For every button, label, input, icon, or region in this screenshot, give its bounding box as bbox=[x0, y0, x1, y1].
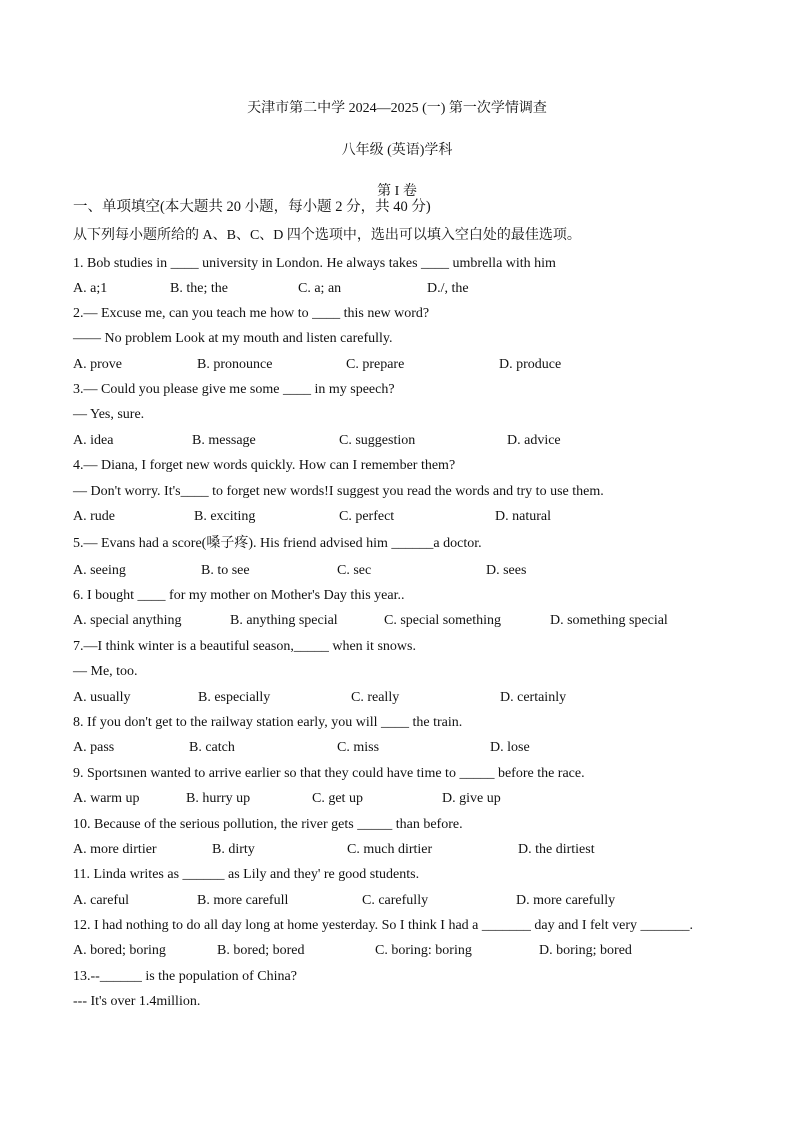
option-c: C. a; an bbox=[298, 281, 342, 296]
question-stem: 11. Linda writes as ______ as Lily and they' re good students. bbox=[73, 867, 420, 882]
question-stem: 1. Bob studies in ____ university in London. He always takes ____ umbrella with him bbox=[73, 256, 556, 271]
option-a: A. special anything bbox=[73, 613, 182, 628]
option-d: D. certainly bbox=[500, 690, 567, 705]
option-a: A. pass bbox=[73, 740, 115, 755]
option-b: B. anything special bbox=[230, 613, 338, 628]
option-d: D. sees bbox=[486, 563, 527, 578]
option-d: D. give up bbox=[442, 791, 501, 806]
option-d: D. produce bbox=[499, 357, 562, 372]
option-c: C. really bbox=[351, 690, 400, 705]
option-c: C. suggestion bbox=[339, 433, 416, 448]
question-stem: 13.--______ is the population of China? bbox=[73, 969, 297, 984]
option-c: C. much dirtier bbox=[347, 842, 433, 857]
option-c: C. sec bbox=[337, 563, 372, 578]
option-a: A. careful bbox=[73, 893, 129, 908]
option-c: C. perfect bbox=[339, 509, 395, 524]
option-b: B. message bbox=[192, 433, 256, 448]
question-stem: 10. Because of the serious pollution, the river gets _____ than before. bbox=[73, 817, 463, 832]
option-a: A. warm up bbox=[73, 791, 140, 806]
option-c: C. carefully bbox=[362, 893, 429, 908]
option-b: B. dirty bbox=[212, 842, 255, 857]
option-c: C. get up bbox=[312, 791, 363, 806]
option-a: A. prove bbox=[73, 357, 122, 372]
option-b: B. catch bbox=[189, 740, 235, 755]
question-reply: — Me, too. bbox=[73, 664, 138, 679]
option-d: D. boring; bored bbox=[539, 943, 632, 958]
option-d: D. advice bbox=[507, 433, 561, 448]
question-reply: —— No problem Look at my mouth and listen carefully. bbox=[73, 331, 393, 346]
exam-title: 天津市第二中学 2024—2025 (一) 第一次学情调查 bbox=[247, 101, 547, 116]
option-d: D. lose bbox=[490, 740, 530, 755]
section-heading: 一、单项填空(本大题共 20 小题，每小题 2 分，共 40 分) bbox=[73, 199, 431, 215]
question-stem: 2.— Excuse me, can you teach me how to ____ this new word? bbox=[73, 306, 430, 321]
question-stem: 12. I had nothing to do all day long at home yesterday. So I think I had a _______ day and I felt very _______. bbox=[73, 918, 694, 933]
option-a: A. a;1 bbox=[73, 281, 108, 296]
option-b: B. especially bbox=[198, 690, 271, 705]
question-reply: --- It's over 1.4million. bbox=[73, 994, 201, 1009]
option-a: A. more dirtier bbox=[73, 842, 157, 857]
option-b: B. the; the bbox=[170, 281, 228, 296]
option-a: A. idea bbox=[73, 433, 114, 448]
option-d: D. something special bbox=[550, 613, 668, 628]
option-a: A. usually bbox=[73, 690, 131, 705]
volume-label: 第 I 卷 bbox=[377, 184, 417, 199]
option-c: C. prepare bbox=[346, 357, 405, 372]
option-d: D. the dirtiest bbox=[518, 842, 595, 857]
option-c: C. boring: boring bbox=[375, 943, 472, 958]
exam-subtitle: 八年级 (英语)学科 bbox=[341, 143, 453, 158]
option-b: B. bored; bored bbox=[217, 943, 305, 958]
question-stem: 8. If you don't get to the railway station early, you will ____ the train. bbox=[73, 715, 463, 730]
option-d: D. natural bbox=[495, 509, 551, 524]
option-a: A. bored; boring bbox=[73, 943, 166, 958]
option-d: D. more carefully bbox=[516, 893, 616, 908]
option-c: C. miss bbox=[337, 740, 380, 755]
option-b: B. pronounce bbox=[197, 357, 273, 372]
option-d: D./, the bbox=[427, 281, 469, 296]
question-stem: 7.—I think winter is a beautiful season,_____ when it snows. bbox=[73, 639, 416, 654]
question-stem: 3.— Could you please give me some ____ in my speech? bbox=[73, 382, 395, 397]
option-a: A. rude bbox=[73, 509, 115, 524]
question-stem: 5.— Evans had a score(嗓子疼). His friend advised him ______a doctor. bbox=[73, 536, 482, 551]
option-b: B. exciting bbox=[194, 509, 256, 524]
option-b: B. more carefull bbox=[197, 893, 289, 908]
section-instruction: 从下列每小题所给的 A、B、C、D 四个选项中，选出可以填入空白处的最佳选项。 bbox=[73, 228, 581, 243]
question-reply: — Yes, sure. bbox=[73, 407, 145, 422]
question-stem: 4.— Diana, I forget new words quickly. How can I remember them? bbox=[73, 458, 456, 473]
question-stem: 9. Sportsınen wanted to arrive earlier so that they could have time to _____ before the race. bbox=[73, 766, 585, 781]
option-a: A. seeing bbox=[73, 563, 126, 578]
option-c: C. special something bbox=[384, 613, 502, 628]
option-b: B. hurry up bbox=[186, 791, 251, 806]
question-reply: — Don't worry. It's____ to forget new words!I suggest you read the words and try to use them. bbox=[73, 484, 604, 499]
question-stem: 6. I bought ____ for my mother on Mother's Day this year.. bbox=[73, 588, 405, 603]
option-b: B. to see bbox=[201, 563, 250, 578]
